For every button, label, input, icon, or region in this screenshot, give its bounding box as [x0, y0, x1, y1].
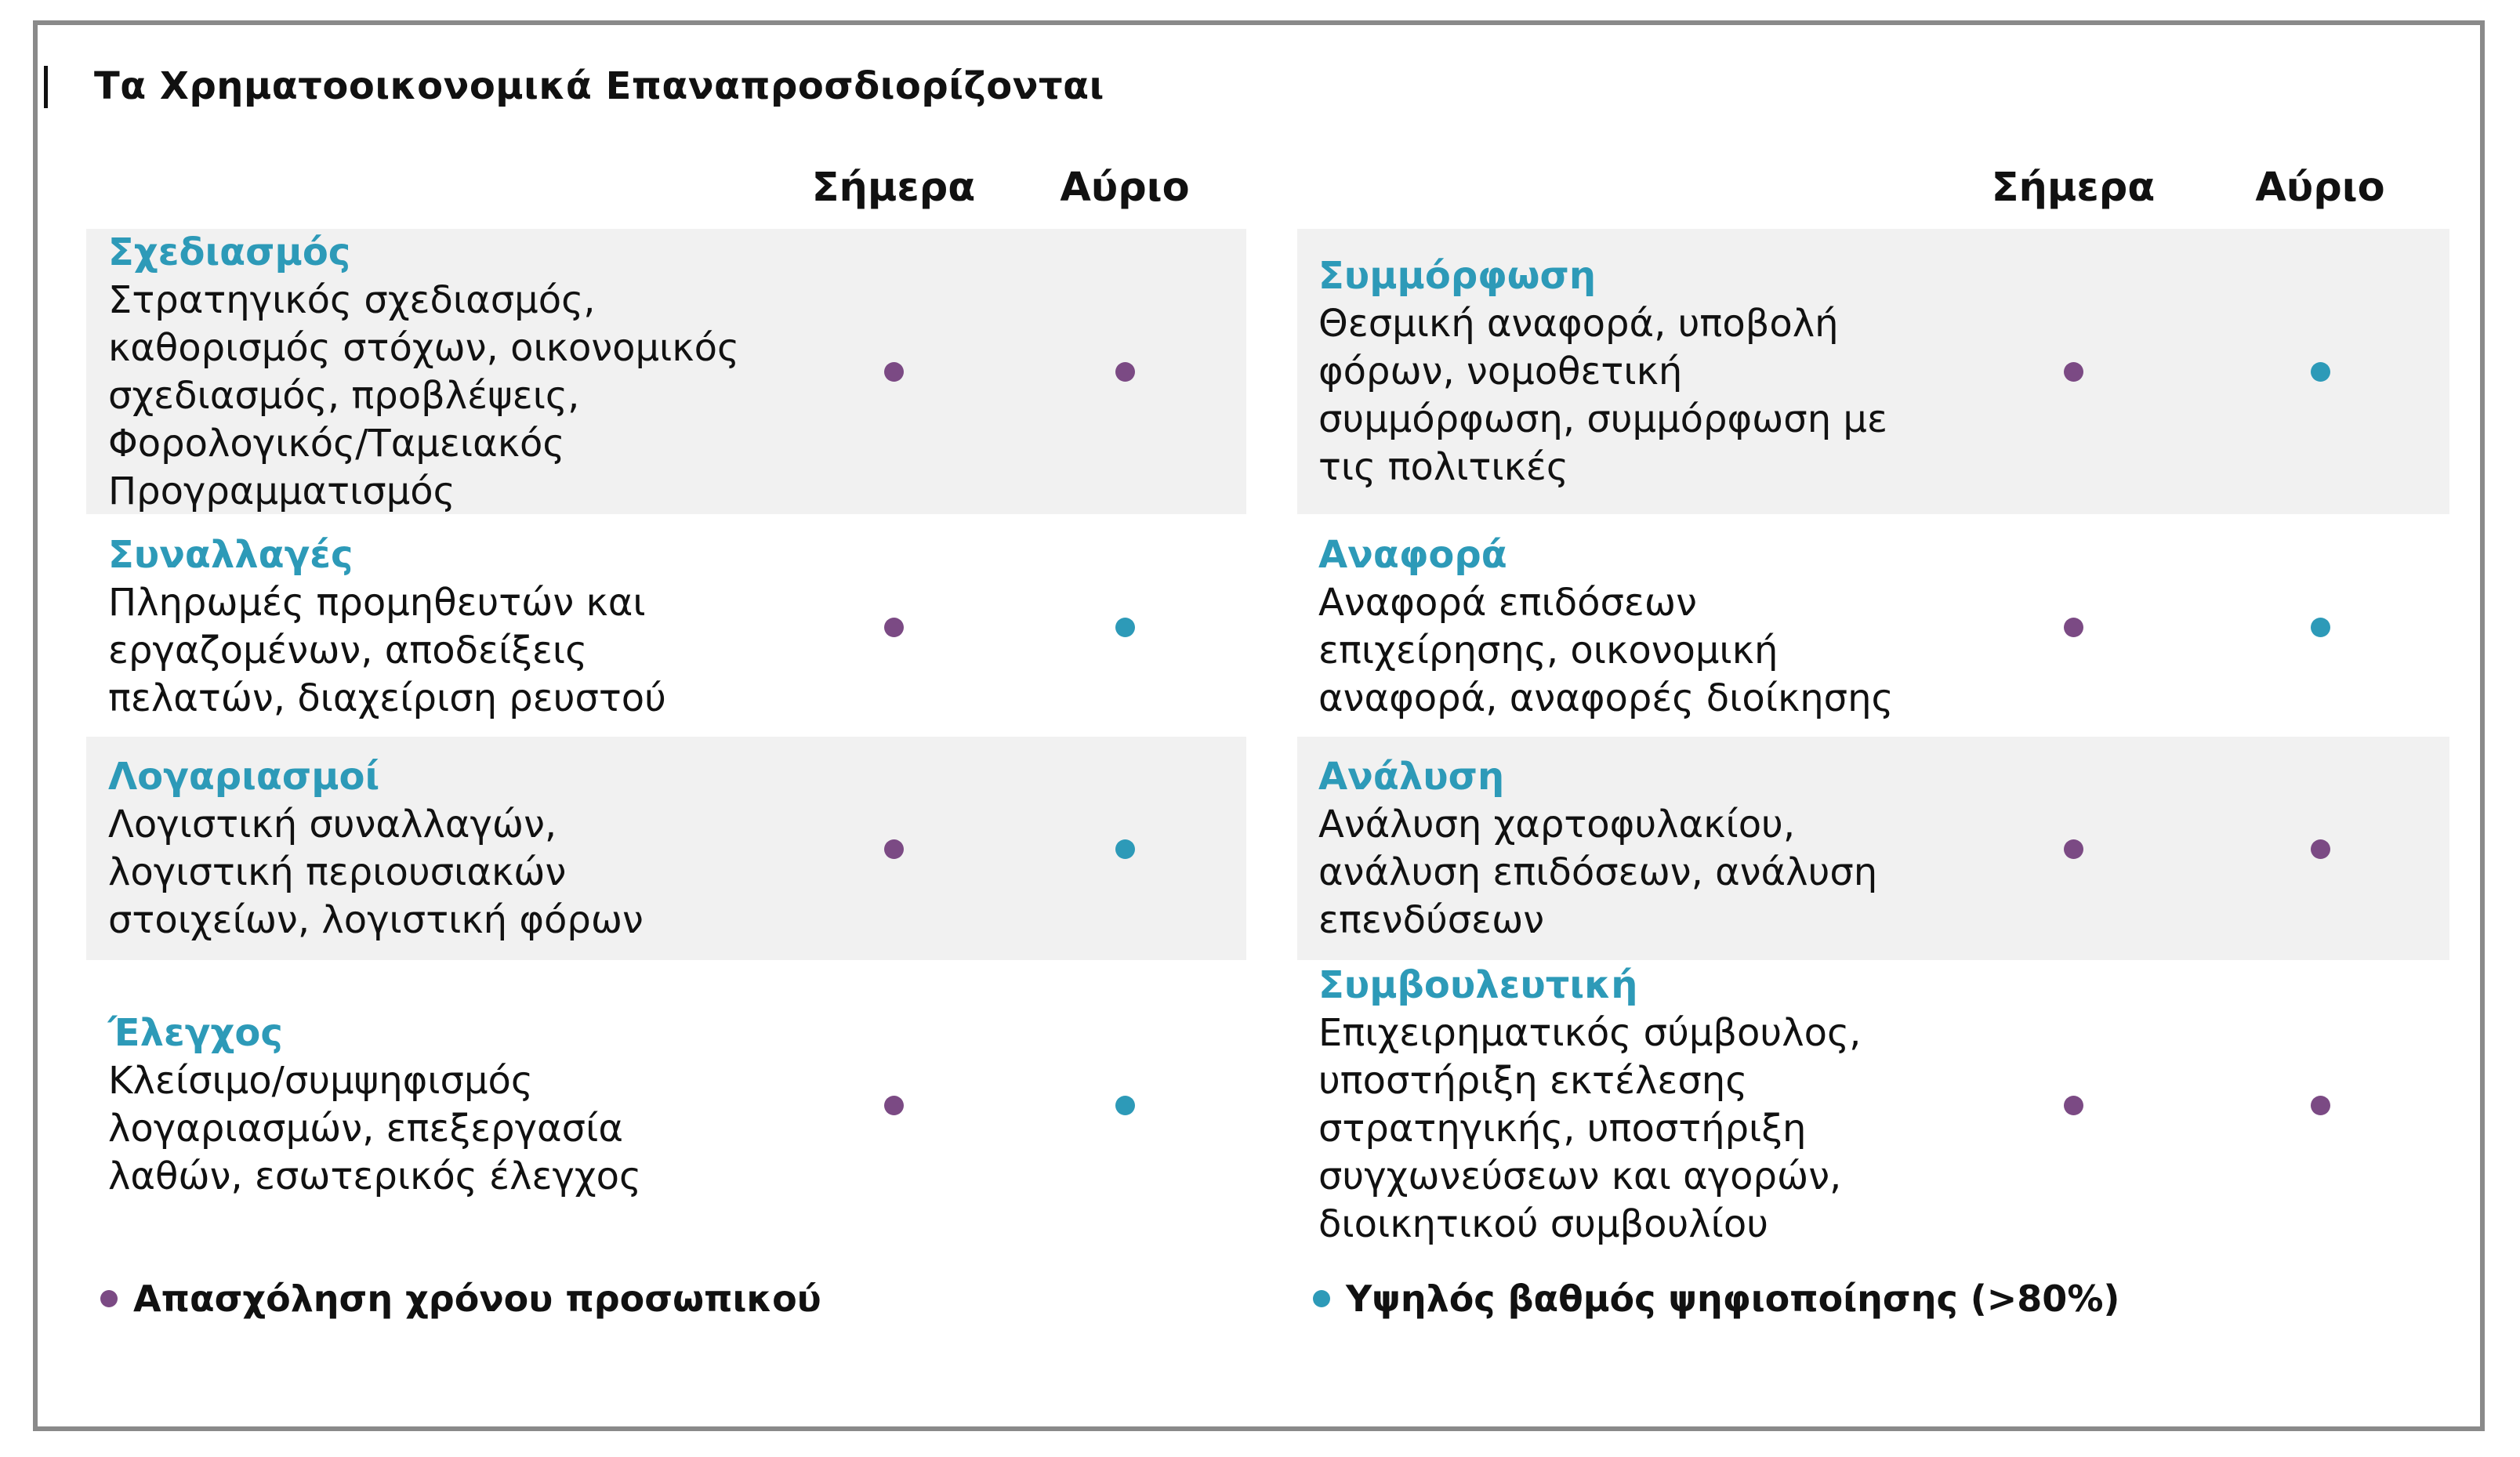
left-row-1-text [108, 229, 739, 516]
tomorrow-indicator-dot-teal [2311, 618, 2330, 637]
category-title: Σχεδιασμός [108, 230, 351, 274]
legend-purple [100, 1278, 821, 1320]
right-row-4 [1297, 960, 2449, 1250]
right-row-3 [1297, 737, 2449, 960]
right-column-header-today: Σήμερα [1991, 165, 2156, 211]
left-row-1 [86, 229, 1246, 514]
right-row-2 [1297, 517, 2449, 737]
right-row-2-text [1318, 531, 1894, 723]
left-row-3 [86, 737, 1246, 960]
category-title: Συναλλαγές [108, 533, 354, 577]
left-column-header-today: Σήμερα [811, 165, 976, 211]
tomorrow-indicator-dot-teal [1115, 618, 1135, 637]
category-description: Επιχειρηματικός σύμβουλος, υποστήριξη εκτέλεσης στρατηγικής, υποστήριξη συγχωνεύσεων και αγορών, διοικητικού συμβουλίου [1318, 1011, 1862, 1246]
left-row-3-text [108, 753, 644, 944]
category-title: Συμβουλευτική [1318, 963, 1638, 1007]
category-title: Έλεγχος [108, 1011, 283, 1055]
today-indicator-dot-purple [884, 362, 904, 382]
tomorrow-indicator-dot-purple [2311, 1096, 2330, 1115]
tomorrow-indicator-dot-teal [1115, 1096, 1135, 1115]
tomorrow-indicator-dot-teal [1115, 839, 1135, 859]
left-row-4-text [108, 1009, 641, 1201]
category-description: Κλείσιμο/συμψηφισμός λογαριασμών, επεξεργασία λαθών, εσωτερικός έλεγχος [108, 1059, 642, 1198]
category-description: Πληρωμές προμηθευτών και εργαζομένων, αποδείξεις πελατών, διαχείριση ρευστού [108, 581, 666, 720]
right-row-3-text [1318, 753, 1877, 944]
left-row-4 [86, 960, 1246, 1250]
category-title: Συμμόρφωση [1318, 253, 1596, 298]
today-indicator-dot-purple [2064, 618, 2083, 637]
category-description: Θεσμική αναφορά, υποβολή φόρων, νομοθετική συμμόρφωση, συμμόρφωση με τις πολιτικές [1318, 301, 1887, 489]
right-column-header-tomorrow: Αύριο [2255, 165, 2385, 211]
right-row-4-text [1318, 962, 1861, 1249]
legend-purple-dot [100, 1290, 118, 1307]
legend-teal [1313, 1278, 2119, 1320]
category-description: Λογιστική συναλλαγών, λογιστική περιουσιακών στοιχείων, λογιστική φόρων [108, 802, 644, 942]
left-row-2-text [108, 531, 666, 723]
tomorrow-indicator-dot-purple [2311, 839, 2330, 859]
category-description: Στρατηγικός σχεδιασμός, καθορισμός στόχων, οικονομικός σχεδιασμός, προβλέψεις, Φορολογικός/Ταμειακός Προγραμματισμός [108, 278, 740, 513]
category-description: Αναφορά επιδόσεων επιχείρησης, οικονομική αναφορά, αναφορές διοίκησης [1318, 581, 1894, 720]
left-column-header-tomorrow: Αύριο [1060, 165, 1190, 211]
category-description: Ανάλυση χαρτοφυλακίου, ανάλυση επιδόσεων, ανάλυση επενδύσεων [1318, 802, 1878, 942]
today-indicator-dot-purple [2064, 839, 2083, 859]
category-title: Λογαριασμοί [108, 754, 380, 799]
today-indicator-dot-purple [2064, 1096, 2083, 1115]
left-row-2 [86, 517, 1246, 737]
legend-teal-label: Υψηλός βαθμός ψηφιοποίησης (>80%) [1346, 1278, 2120, 1320]
title-accent-bar [44, 66, 48, 108]
legend-purple-label: Απασχόληση χρόνου προσωπικού [133, 1278, 821, 1320]
tomorrow-indicator-dot-teal [2311, 362, 2330, 382]
category-title: Ανάλυση [1318, 754, 1505, 799]
page-title: Τα Χρηματοοικονομικά Επαναπροσδιορίζονται [94, 64, 1104, 108]
right-row-1 [1297, 229, 2449, 514]
right-row-1-text [1318, 252, 1887, 491]
today-indicator-dot-purple [884, 1096, 904, 1115]
category-title: Αναφορά [1318, 533, 1507, 577]
tomorrow-indicator-dot-purple [1115, 362, 1135, 382]
legend-teal-dot [1313, 1290, 1330, 1307]
today-indicator-dot-purple [884, 839, 904, 859]
today-indicator-dot-purple [884, 618, 904, 637]
today-indicator-dot-purple [2064, 362, 2083, 382]
